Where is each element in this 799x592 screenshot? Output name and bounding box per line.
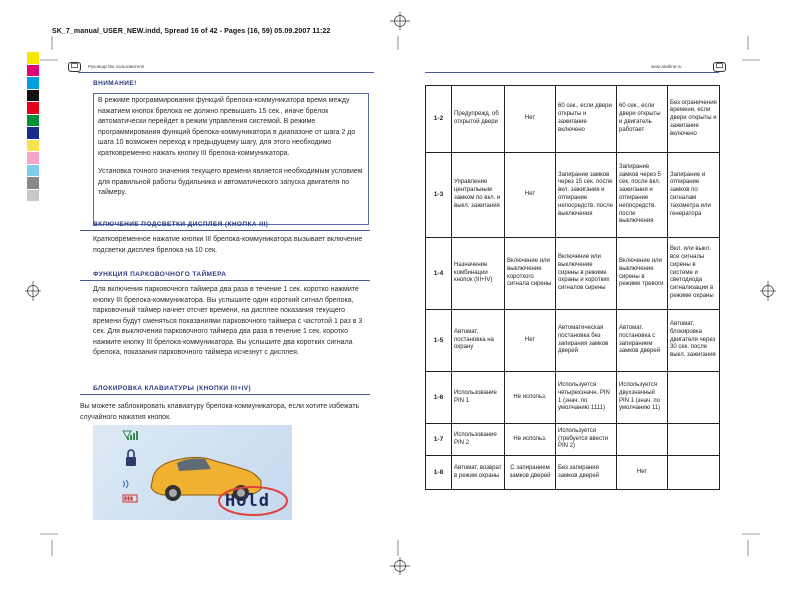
table-cell: 1-6 xyxy=(426,372,452,424)
left-header-rule xyxy=(78,72,374,73)
table-row xyxy=(426,86,720,153)
table-cell: Нет xyxy=(617,456,668,490)
table-cell: Включение или выключение сирены в режиме тревоги xyxy=(617,238,668,310)
table-cell: 1-3 xyxy=(426,153,452,238)
right-page-badge xyxy=(713,62,726,72)
table-cell: Используется (требуется ввести PIN 2) xyxy=(556,424,617,456)
table-cell: Используется четырехзначн. PIN 1 (знач. по умолчанию 1111) xyxy=(556,372,617,424)
left-page-badge xyxy=(68,62,81,72)
table-cell: Не использ. xyxy=(505,372,556,424)
color-calibration-bar xyxy=(27,52,39,202)
section-rule xyxy=(80,280,370,281)
table-cell: Запирание замков через 5 сек. после вкл. зажигания и отпирание непосредств. после выключения xyxy=(617,153,668,238)
table-cell: Запирание замков через 15 сек. после вкл. зажигания и отпирание непосредств. после выключения xyxy=(556,153,617,238)
table-cell: 1-4 xyxy=(426,238,452,310)
table-cell xyxy=(668,372,720,424)
table-cell: Автомат. возврат в режим охраны xyxy=(452,456,505,490)
print-slug: SK_7_manual_USER_NEW.indd, Spread 16 of 42 - Pages (16, 59) 05.09.2007 11:22 xyxy=(52,28,331,35)
table-cell: 1-2 xyxy=(426,86,452,153)
note-box xyxy=(93,93,369,225)
section-heading-keypad-lock: БЛОКИРОВКА КЛАВИАТУРЫ (КНОПКИ III+IV) xyxy=(93,385,252,392)
table-cell: Без запирания замков дверей xyxy=(556,456,617,490)
table-cell: Использование PIN 1 xyxy=(452,372,505,424)
table-cell: Вкл. или выкл. все сигналы сирены в системе и светодиода сигнализации в режиме охраны xyxy=(668,238,720,310)
table-cell: 60 сек., если двери открыты и зажигание включено xyxy=(556,86,617,153)
note-paragraph-2: Установка точного значения текущего времени является необходимым условием для правильной работы будильника и автоматического запуска двигателя по таймеру. xyxy=(98,168,363,196)
table-cell xyxy=(668,424,720,456)
section-text-parking-timer: Для включения парковочного таймера два раза в течение 1 сек. коротко нажмите кнопку III брелока-коммуникатора. Вы услышите один короткий сигнал брелока, парковочный таймер начнет отсчет времени, на дисплее показания текущего времени будут сменяться показаниями парковочного таймера с частотой 1 раз в 3 сек. Для выключения парковочного таймера два раза в течение 1 сек. коротко нажмите кнопку III брелока-коммуникатора. Вы услышите два коротких сигнала брелока, показания парковочного таймера исчезнут с дисплея. xyxy=(93,286,363,356)
table-cell: Без ограничения времени, если двери открыты и зажигание включено xyxy=(668,86,720,153)
section-heading-parking-timer: ФУНКЦИЯ ПАРКОВОЧНОГО ТАЙМЕРА xyxy=(93,271,227,278)
settings-table xyxy=(425,85,720,490)
table-cell: Нет xyxy=(505,153,556,238)
table-row xyxy=(426,310,720,372)
note-paragraph-1: В режиме программирования функций брелока-коммуникатора время между нажатием кнопок брелока не должно превышать 15 сек., иначе брелок автоматически перейдет в режим управления системой. В режиме программирования функций брелока-коммуникатора в диапазоне от шага 2 до шага 10 возможен переход к предыдущему шагу, для этого необходимо кратковременно нажать кнопку III брелока-коммуникатора. xyxy=(98,97,356,157)
antenna-icon xyxy=(123,480,128,488)
table-cell: Автомат. постановка на охрану xyxy=(452,310,505,372)
table-cell: Не использ. xyxy=(505,424,556,456)
section-heading-backlight: ВКЛЮЧЕНИЕ ПОДСВЕТКИ ДИСПЛЕЯ (КНОПКА III) xyxy=(93,221,269,228)
table-cell: Запирание и отпирание замков по сигналам тахометра или генератора xyxy=(668,153,720,238)
left-header-text: Руководство пользователя xyxy=(88,64,145,69)
table-cell xyxy=(617,424,668,456)
note-heading: ВНИМАНИЕ! xyxy=(93,80,137,87)
table-cell: Включение или выключение сирены в режиме охраны и коротких сигналов сирены xyxy=(556,238,617,310)
table-cell: Управление центральным замком по вкл. и выкл. зажигания xyxy=(452,153,505,238)
right-header-text: www.starline.ru xyxy=(651,64,682,69)
table-cell: Автомат. постановка с запиранием замков дверей xyxy=(617,310,668,372)
right-header-rule xyxy=(425,72,719,73)
table-cell: Автоматическая постановка без запирания замков дверей xyxy=(556,310,617,372)
table-cell: С запиранием замков дверей xyxy=(505,456,556,490)
table-row xyxy=(426,153,720,238)
table-row xyxy=(426,456,720,490)
section-text-backlight: Кратковременное нажатие кнопки III брелока-коммуникатора вызывает включение подсветки дисплея брелока на 10 сек. xyxy=(93,236,363,254)
battery-icon xyxy=(123,495,137,502)
table-cell: 1-5 xyxy=(426,310,452,372)
table-cell: 60 сек., если двери открыты и двигатель работает xyxy=(617,86,668,153)
table-cell: Назначение комбинации кнопок (III+IV) xyxy=(452,238,505,310)
table-cell: Использование PIN 2 xyxy=(452,424,505,456)
section-text-keypad-lock: Вы можете заблокировать клавиатуру брелока-коммуникатора, если хотите избежать случайного нажатия кнопок. xyxy=(80,403,360,421)
table-cell: Предупрежд. об открытой двери xyxy=(452,86,505,153)
hold-display-text: Hold xyxy=(225,491,270,511)
table-cell: Автомат. блокировка двигателя через 30 сек. после выкл. зажигания xyxy=(668,310,720,372)
table-cell: Включение или выключение короткого сигнала сирены xyxy=(505,238,556,310)
table-row xyxy=(426,424,720,456)
section-rule xyxy=(80,230,370,231)
table-cell: Нет xyxy=(505,86,556,153)
table-cell xyxy=(668,456,720,490)
lock-icon xyxy=(126,450,136,466)
keyfob-display-figure xyxy=(93,425,292,520)
table-cell: 1-8 xyxy=(426,456,452,490)
table-row xyxy=(426,372,720,424)
table-cell: 1-7 xyxy=(426,424,452,456)
table-cell: Нет xyxy=(505,310,556,372)
section-rule xyxy=(80,394,370,395)
table-row xyxy=(426,238,720,310)
table-cell: Используется двухзначный PIN 1 (знач. по умолчанию 11) xyxy=(617,372,668,424)
